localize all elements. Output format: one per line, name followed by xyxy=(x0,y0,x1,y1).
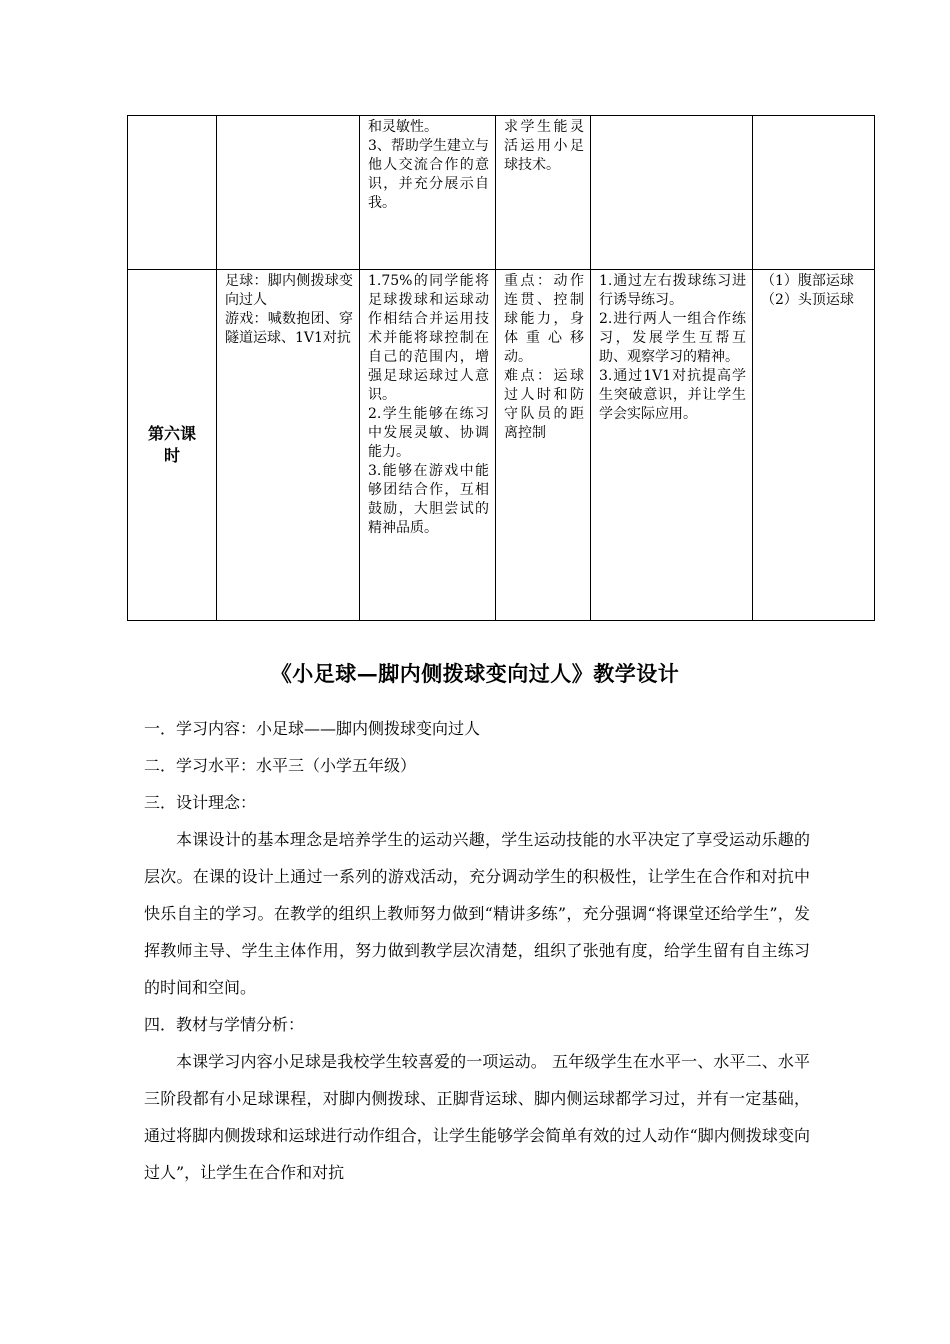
document-body xyxy=(144,710,810,1191)
paragraph: 本课学习内容小足球是我校学生较喜爱的一项运动。 五年级学生在水平一、水平二、水平三阶段都有小足球课程，对脚内侧拨球、正脚背运球、脚内侧运球都学习过，并有一定基础，通过将脚内侧拨球和运球进行动作组合，让学生能够学会简单有效的过人动作“脚内侧拨球变向过人”，让学生在合作和对抗 xyxy=(144,1052,810,1182)
table-cell xyxy=(217,116,360,270)
table-row xyxy=(128,270,875,621)
document-title: 《小足球—脚内侧拨球变向过人》教学设计 xyxy=(270,661,680,686)
methods-cell: 1.通过左右拨球练习进行诱导练习。 2.进行两人一组合作练习，发展学生互帮互助、观察学习的精神。 3.通过1V1对抗提高学生突破意识，并让学生学会实际应用。 xyxy=(591,270,753,621)
paragraph: 本课设计的基本理念是培养学生的运动兴趣，学生运动技能的水平决定了享受运动乐趣的层次。在课的设计上通过一系列的游戏活动，充分调动学生的积极性，让学生在合作和对抗中快乐自主的学习。在教学的组织上教师努力做到“精讲多练”，充分强调“将课堂还给学生”，发挥教师主导、学生主体作用，努力做到教学层次清楚，组织了张弛有度，给学生留有自主练习的时间和空间。 xyxy=(144,830,810,997)
table-cell xyxy=(753,116,875,270)
fitness-cell: （1）腹部运球 （2）头顶运球 xyxy=(753,270,875,621)
lesson-label-cell: 第六课时 xyxy=(128,270,217,621)
keypoints-cell: 重点：动作连贯、控制球能力，身体重心移动。 难点：运球过人时和防守队员的距离控制 xyxy=(496,270,591,621)
table-cell xyxy=(591,116,753,270)
lesson-plan-table xyxy=(127,115,875,621)
section-heading: 二．学习水平：水平三（小学五年级） xyxy=(144,756,417,775)
table-cell: 求学生能灵活运用小足球技术。 xyxy=(496,116,591,270)
section-heading: 一．学习内容：小足球——脚内侧拨球变向过人 xyxy=(144,719,481,738)
goals-cell: 1.75%的同学能将足球拨球和运球动作相结合并运用技术并能将球控制在自己的范围内，增强足球运球过人意识。 2.学生能够在练习中发展灵敏、协调能力。 3.能够在游戏中能够团结合作，互相鼓励，大胆尝试的精神品质。 xyxy=(360,270,496,621)
section-heading: 三．设计理念： xyxy=(144,793,257,812)
section-heading: 四．教材与学情分析： xyxy=(144,1015,305,1034)
content-cell: 足球：脚内侧拨球变向过人 游戏：喊数抱团、穿隧道运球、1V1对抗 xyxy=(217,270,360,621)
table-cell xyxy=(128,116,217,270)
table-cell: 和灵敏性。 3、帮助学生建立与他人交流合作的意识，并充分展示自我。 xyxy=(360,116,496,270)
table-row xyxy=(128,116,875,270)
